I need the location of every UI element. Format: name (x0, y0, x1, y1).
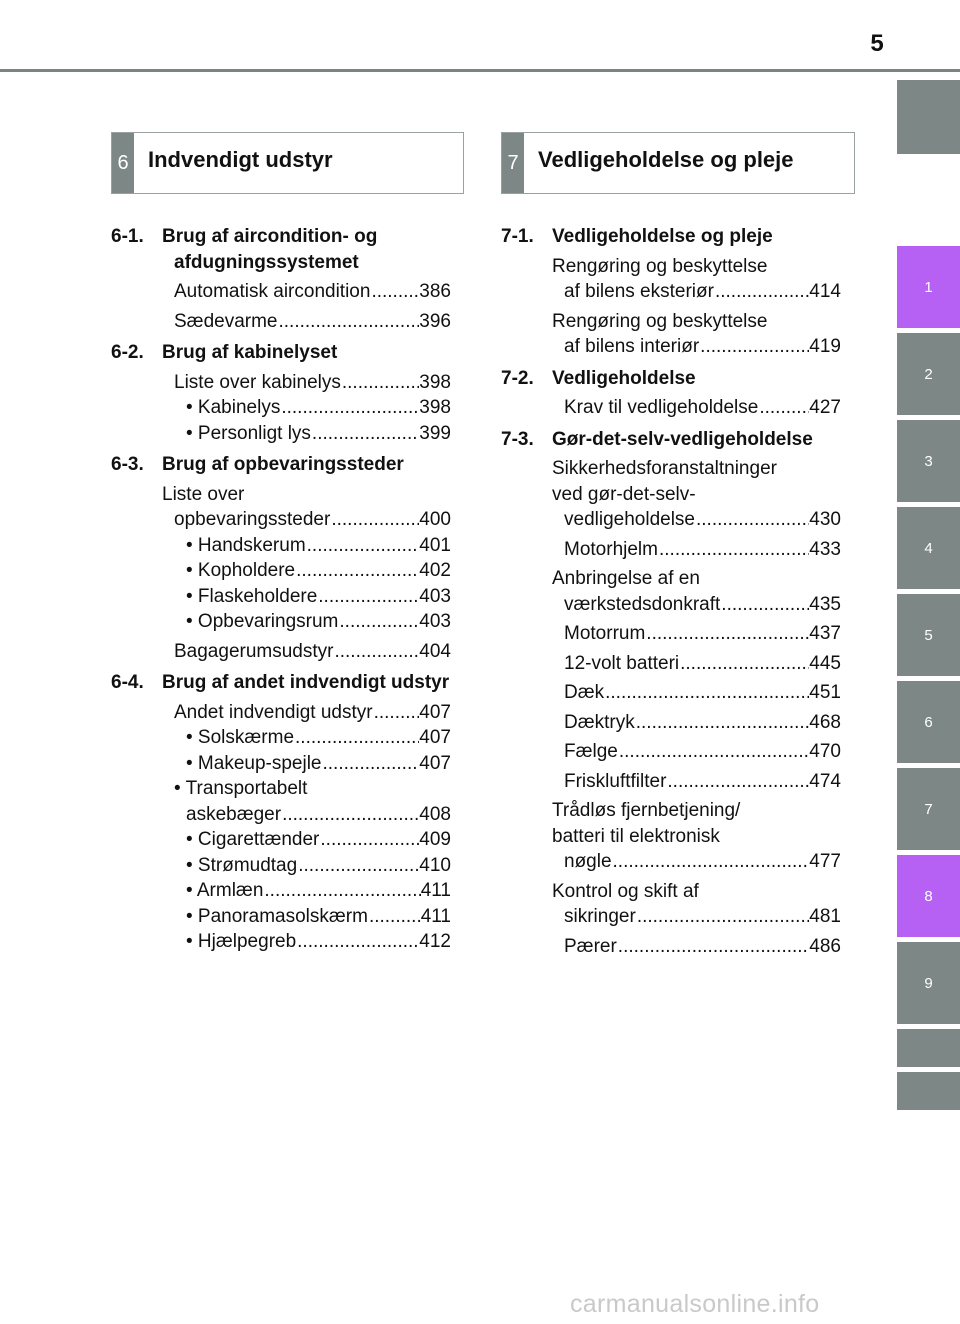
dot-leader (278, 309, 420, 335)
toc-subentry[interactable] (174, 853, 451, 879)
dot-leader (317, 584, 419, 610)
entry-title: Motorhjelm (564, 538, 658, 560)
page-ref: 451 (809, 682, 841, 703)
chapter-title: Brug af kabinelyset (162, 342, 338, 363)
toc-entry[interactable] (552, 309, 841, 360)
chapter-number: 7-2. (501, 367, 534, 389)
chapter-number: 6-2. (111, 342, 144, 363)
section-number: 6 (112, 133, 134, 193)
entry-title: • Opbevaringsrum (186, 611, 339, 632)
dot-leader (758, 395, 809, 421)
chapter-title: Vedligeholdelse og pleje (552, 226, 773, 247)
dot-leader (635, 710, 810, 736)
page-ref: 477 (809, 851, 841, 872)
page-ref: 407 (419, 701, 451, 723)
dot-leader (695, 507, 809, 533)
entry-title: af bilens interiør (564, 336, 700, 357)
dot-leader (645, 621, 809, 647)
page-ref: 414 (809, 281, 841, 302)
entry-title: Motorrum (564, 623, 646, 644)
page-ref: 401 (419, 534, 451, 556)
entry-title-line: Sikkerhedsforanstaltninger (552, 458, 777, 479)
page-ref: 433 (809, 538, 841, 560)
chapter-tab[interactable] (897, 1029, 960, 1067)
entry-title: Krav til vedligeholdelse (564, 397, 759, 418)
entry-title: • Strømudtag (186, 854, 298, 876)
toc-chapter[interactable] (111, 340, 451, 366)
page-ref: 402 (419, 560, 451, 581)
entry-title: 12-volt batteri (564, 652, 680, 674)
dot-leader (658, 537, 809, 563)
dot-leader (618, 739, 809, 765)
entry-title: Andet indvendigt udstyr (174, 701, 373, 723)
page-number: 5 (870, 30, 884, 57)
page-ref: 399 (419, 422, 451, 444)
page-ref: 412 (419, 931, 451, 952)
chapter-number: 7-3. (501, 428, 534, 450)
dot-leader (666, 769, 809, 795)
entry-title: • Personligt lys (186, 422, 311, 444)
section-title: Vedligeholdelse og pleje (538, 147, 794, 172)
chapter-title: Brug af opbevaringssteder (162, 454, 404, 475)
toc-entry[interactable] (552, 456, 841, 533)
toc-subentry[interactable] (174, 776, 451, 827)
toc-subentry[interactable] (174, 421, 451, 447)
dot-leader (322, 751, 420, 777)
page-ref: 486 (809, 935, 841, 957)
toc-entry[interactable] (162, 370, 451, 396)
section-title: Indvendigt udstyr (148, 147, 333, 172)
page-ref: 386 (419, 281, 451, 302)
page-ref: 410 (419, 854, 451, 876)
page-ref: 474 (809, 770, 841, 792)
toc-subentry[interactable] (174, 904, 451, 930)
section-header-7 (501, 132, 855, 194)
watermark: carmanualsonline.info (570, 1290, 820, 1318)
dot-leader (699, 334, 809, 360)
page-ref: 411 (420, 880, 451, 901)
entry-title: værkstedsdonkraft (564, 593, 721, 615)
dot-leader (280, 395, 419, 421)
entry-title: Liste over kabinelys (174, 371, 341, 393)
entry-title: vedligeholdelse (564, 509, 695, 530)
entry-title: Pærer (564, 935, 617, 957)
chapter-title: Vedligeholdelse (552, 367, 696, 389)
page-ref: 398 (419, 397, 451, 418)
toc-subentry[interactable] (174, 929, 451, 955)
section-number: 7 (502, 133, 524, 193)
entry-title-line: • Transportabelt (174, 778, 308, 799)
page-ref: 407 (419, 727, 451, 748)
chapter-title: Brug af aircondition- og afdugningssystemet (162, 226, 378, 273)
toc-entry[interactable] (552, 680, 841, 706)
toc-subentry[interactable] (174, 827, 451, 853)
toc-subentry[interactable] (174, 558, 451, 584)
entry-title-line: Anbringelse af en (552, 568, 700, 589)
page-ref: 411 (420, 905, 451, 927)
toc-subentry[interactable] (174, 878, 451, 904)
entry-title: Sædevarme (174, 310, 278, 332)
toc-entry[interactable] (552, 566, 841, 617)
entry-title: Bagagerumsudstyr (174, 640, 334, 662)
dot-leader (612, 849, 810, 875)
entry-title: • Cigarettænder (186, 829, 320, 850)
toc-entry[interactable] (552, 651, 841, 677)
dot-leader (373, 700, 420, 726)
chapter-number: 6-3. (111, 454, 144, 475)
dot-leader (330, 507, 419, 533)
page-ref: 430 (809, 509, 841, 530)
toc-subentry[interactable] (174, 533, 451, 559)
entry-title-line: Rengøring og beskyttelse (552, 310, 768, 332)
page-ref: 396 (419, 310, 451, 332)
toc-column-7 (501, 218, 841, 959)
chapter-title: Brug af andet indvendigt udstyr (162, 672, 450, 693)
toc-chapter[interactable] (111, 224, 451, 275)
dot-leader (306, 533, 420, 559)
page-ref: 398 (419, 371, 451, 393)
entry-title: • Kabinelys (186, 397, 281, 418)
toc-subentry[interactable] (174, 609, 451, 635)
toc-chapter[interactable] (501, 427, 841, 453)
chapter-title: Gør-det-selv-vedligeholdelse (552, 428, 813, 450)
dot-leader (679, 651, 809, 677)
toc-entry[interactable] (552, 739, 841, 765)
toc-entry[interactable] (162, 700, 451, 726)
dot-leader (311, 421, 419, 447)
toc-subentry[interactable] (174, 751, 451, 777)
chapter-tab[interactable] (897, 80, 960, 154)
toc-entry[interactable] (162, 279, 451, 305)
page-ref: 409 (419, 829, 451, 850)
entry-title: • Solskærme (186, 727, 295, 748)
page-ref: 435 (809, 593, 841, 615)
page-ref: 437 (809, 623, 841, 644)
chapter-tab-4[interactable]: 4 (897, 507, 960, 589)
page-ref: 468 (809, 711, 841, 733)
dot-leader (636, 904, 809, 930)
page-ref: 408 (419, 803, 451, 825)
toc-chapter[interactable] (501, 366, 841, 392)
dot-leader (295, 558, 419, 584)
entry-title: • Makeup-spejle (186, 752, 322, 774)
toc-entry[interactable] (552, 537, 841, 563)
entry-title: af bilens eksteriør (564, 281, 714, 302)
dot-leader (263, 878, 420, 904)
top-rule (0, 69, 960, 72)
entry-title: Dæk (564, 682, 605, 703)
entry-title: • Panoramasolskærm (186, 905, 368, 927)
toc-entry[interactable] (552, 769, 841, 795)
entry-title-line: batteri til elektronisk (552, 825, 720, 847)
page-ref: 403 (419, 611, 451, 632)
chapter-tab-6[interactable]: 6 (897, 681, 960, 763)
entry-title-line: Rengøring og beskyttelse (552, 255, 768, 277)
toc-chapter[interactable] (111, 670, 451, 696)
entry-title: opbevaringssteder (174, 509, 331, 530)
dot-leader (714, 279, 809, 305)
toc-entry[interactable] (162, 639, 451, 665)
dot-leader (281, 802, 419, 828)
toc-entry[interactable] (552, 254, 841, 305)
toc-chapter[interactable] (501, 224, 841, 250)
page-ref: 481 (809, 906, 841, 927)
page-ref: 400 (419, 509, 451, 530)
chapter-tab-9[interactable]: 9 (897, 942, 960, 1024)
entry-title: Fælge (564, 741, 618, 762)
chapter-tab-7[interactable]: 7 (897, 768, 960, 850)
dot-leader (604, 680, 809, 706)
page-ref: 404 (419, 640, 451, 662)
page-ref: 407 (419, 752, 451, 774)
toc-entry[interactable] (552, 621, 841, 647)
page-ref: 427 (809, 397, 841, 418)
toc-subentry[interactable] (174, 395, 451, 421)
entry-title: Dæktryk (564, 711, 635, 733)
entry-title: Friskluftfilter (564, 770, 667, 792)
page-ref: 403 (419, 585, 451, 607)
section-header-6 (111, 132, 464, 194)
page-ref: 419 (809, 336, 841, 357)
chapter-tab-1[interactable]: 1 (897, 246, 960, 328)
toc-entry[interactable] (552, 710, 841, 736)
toc-entry[interactable] (162, 309, 451, 335)
dot-leader (297, 853, 419, 879)
chapter-number: 6-1. (111, 226, 144, 247)
chapter-number: 7-1. (501, 226, 534, 247)
toc-entry[interactable] (552, 934, 841, 960)
entry-title: Automatisk aircondition (174, 281, 371, 302)
toc-chapter[interactable] (111, 452, 451, 478)
page-ref: 445 (809, 652, 841, 674)
toc-column-6 (111, 218, 451, 955)
dot-leader (368, 904, 421, 930)
dot-leader (338, 609, 419, 635)
page-ref: 470 (809, 741, 841, 762)
chapter-tab-2[interactable]: 2 (897, 333, 960, 415)
dot-leader (296, 929, 419, 955)
entry-title: • Flaskeholdere (186, 585, 318, 607)
chapter-tab-3[interactable]: 3 (897, 420, 960, 502)
toc-subentry[interactable] (174, 584, 451, 610)
entry-title: • Armlæn (186, 880, 264, 901)
dot-leader (370, 279, 419, 305)
toc-entry[interactable] (552, 879, 841, 930)
entry-title: • Hjælpegreb (186, 931, 297, 952)
toc-subentry[interactable] (174, 725, 451, 751)
dot-leader (333, 639, 419, 665)
chapter-number: 6-4. (111, 672, 144, 693)
chapter-tab[interactable] (897, 1072, 960, 1110)
dot-leader (294, 725, 419, 751)
toc-entry[interactable] (162, 482, 451, 533)
entry-title: • Handskerum (186, 534, 306, 556)
dot-leader (617, 934, 810, 960)
entry-title-line: ved gør-det-selv- (552, 483, 696, 505)
entry-title: sikringer (564, 906, 636, 927)
entry-title-line: Trådløs fjernbetjening/ (552, 800, 741, 821)
entry-title: nøgle (564, 851, 612, 872)
entry-title: askebæger (186, 803, 282, 825)
toc-entry[interactable] (552, 798, 841, 875)
toc-entry[interactable] (552, 395, 841, 421)
entry-title-line: Liste over (162, 483, 245, 505)
dot-leader (341, 370, 419, 396)
entry-title: • Kopholdere (186, 560, 296, 581)
entry-title-line: Kontrol og skift af (552, 880, 699, 902)
chapter-tab-8[interactable]: 8 (897, 855, 960, 937)
dot-leader (319, 827, 419, 853)
chapter-tab-5[interactable]: 5 (897, 594, 960, 676)
dot-leader (720, 592, 809, 618)
chapter-tab-column (897, 0, 960, 1324)
